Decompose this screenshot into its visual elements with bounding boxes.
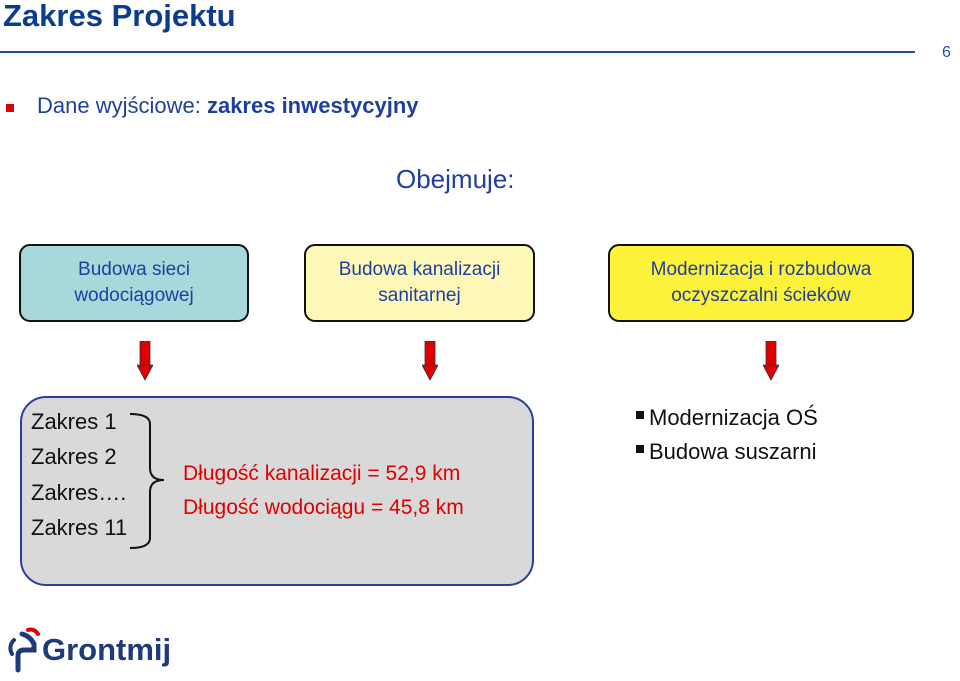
scope-item: Zakres 11 xyxy=(31,515,128,540)
subheading: Obejmuje: xyxy=(396,164,515,194)
bullet-prefix: Dane wyjściowe: xyxy=(37,93,207,118)
down-arrow-icon xyxy=(763,341,779,381)
bullet-bold: zakres inwestycyjny xyxy=(206,93,419,118)
box-line: Budowa sieci xyxy=(78,259,190,281)
title-divider xyxy=(0,51,915,53)
right-list-item xyxy=(636,439,817,465)
box-line: wodociągowej xyxy=(74,285,194,306)
sewer-length: Długość kanalizacji = 52,9 km xyxy=(183,462,461,485)
box-line: sanitarnej xyxy=(378,285,461,306)
page-number: 6 xyxy=(942,44,951,61)
bullet-text xyxy=(37,93,419,119)
scope-item: Zakres…. xyxy=(31,480,127,505)
scope-item: Zakres 1 xyxy=(31,409,117,434)
box-line: Budowa kanalizacji xyxy=(338,259,501,281)
bullet-square-icon xyxy=(636,411,644,419)
box-line: oczyszczalni ścieków xyxy=(671,285,851,306)
grontmij-logo-icon xyxy=(4,626,40,674)
logo-text: Grontmij xyxy=(42,632,172,667)
bullet-square-icon xyxy=(6,104,14,112)
down-arrow-icon xyxy=(422,341,438,381)
box-treatment-plant xyxy=(608,244,914,322)
slide-title: Zakres Projektu xyxy=(3,0,236,33)
scope-item: Zakres 2 xyxy=(31,444,117,469)
box-water-network xyxy=(19,244,249,322)
bullet-square-icon xyxy=(636,445,644,453)
down-arrow-icon xyxy=(137,341,153,381)
box-sewage xyxy=(304,244,535,322)
box-line: Modernizacja i rozbudowa xyxy=(650,259,872,281)
water-length: Długość wodociągu = 45,8 km xyxy=(183,496,464,519)
right-list-label: Modernizacja OŚ xyxy=(649,405,818,430)
right-list-label: Budowa suszarni xyxy=(649,439,817,464)
right-list-item xyxy=(636,405,818,431)
right-brace-icon xyxy=(128,410,178,552)
